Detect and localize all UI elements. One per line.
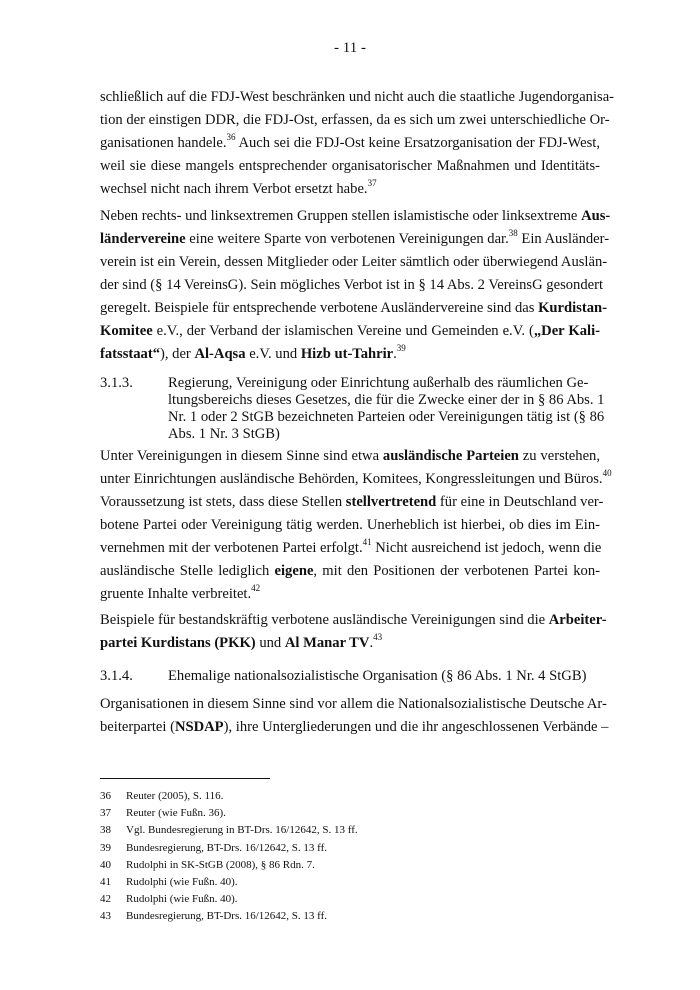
footnote-ref[interactable]: 41 xyxy=(362,537,372,548)
text-line: ländervereine eine weitere Sparte von verbotenen Vereinigungen dar.$^{38}$ Ein Ausländer- xyxy=(100,228,610,247)
footnote-ref[interactable]: 37 xyxy=(367,178,377,189)
footnote-ref[interactable]: 39 xyxy=(396,343,406,354)
footnote-separator xyxy=(100,778,270,779)
text-line: gruente Inhalte verbreitet.$^{42}$ xyxy=(100,583,261,602)
footnote: 37 Reuter (wie Fußn. 36). xyxy=(100,807,226,820)
text-line: Voraussetzung ist stets, dass diese Stellen stellvertretend für eine in Deutschland ver- xyxy=(100,494,604,510)
paragraph-auslaendervereine xyxy=(100,205,611,366)
footnote: 43 Bundesregierung, BT-Drs. 16/12642, S. 13 ff. xyxy=(100,910,328,923)
text-line: beiterpartei (NSDAP), ihre Untergliederungen und die ihr angeschlossenen Verbände – xyxy=(100,719,609,735)
text-line: Neben rechts- und linksextremen Gruppen stellen islamistische oder linksextreme Aus- xyxy=(100,208,611,224)
text-line: ausländische Stelle lediglich eigene, mit den Positionen der verbotenen Partei kon- xyxy=(100,563,600,579)
paragraph-beispiele xyxy=(100,609,607,655)
text-line: geregelt. Beispiele für entsprechende verbotene Ausländervereine sind das Kurdistan- xyxy=(100,300,607,316)
section-number: 3.1.4. xyxy=(100,668,133,684)
paragraph-fdj xyxy=(100,86,615,201)
page-number: - 11 - xyxy=(334,40,366,56)
text-line: weil sie diese mangels entsprechender organisatorischer Maßnahmen und Identitäts- xyxy=(100,158,600,174)
text-line: ganisationen handele.$^{36}$ Auch sei die FDJ-Ost keine Ersatzorganisation der FDJ-West, xyxy=(100,132,600,151)
paragraph-nsdap xyxy=(100,693,609,739)
text-line: Beispiele für bestandskräftig verbotene ausländische Vereinigungen sind die Arbeiter- xyxy=(100,612,607,628)
text-line: Unter Vereinigungen in diesem Sinne sind etwa ausländische Parteien zu verstehen, xyxy=(100,448,600,464)
text-line: Organisationen in diesem Sinne sind vor allem die Nationalsozialistische Deutsche Ar- xyxy=(100,696,607,712)
footnote-ref[interactable]: 36 xyxy=(226,132,236,143)
footnote: 38 Vgl. Bundesregierung in BT-Drs. 16/12642, S. 13 ff. xyxy=(100,824,358,837)
text-line: Komitee e.V., der Verband der islamischen Vereine und Gemeinden e.V. („Der Kali- xyxy=(100,323,600,339)
footnote: 36 Reuter (2005), S. 116. xyxy=(100,790,224,802)
footnote: 40 Rudolphi in SK-StGB (2008), § 86 Rdn. 7. xyxy=(100,858,315,871)
text-line: tion der einstigen DDR, die FDJ-Ost, erfassen, da es sich um zwei unterschiedliche Or- xyxy=(100,112,610,128)
footnotes-list xyxy=(100,788,600,926)
footnote-ref[interactable]: 38 xyxy=(508,228,518,239)
text-line: botene Partei oder Vereinigung tätig werden. Unerheblich ist hierbei, ob dies im Ein- xyxy=(100,517,600,533)
text-line: schließlich auf die FDJ-West beschränken und nicht auch die staatliche Jugendorganisa- xyxy=(100,89,615,105)
paragraph-auslaendische-parteien xyxy=(100,445,612,606)
text-line: unter Einrichtungen ausländische Behörden, Komitees, Kongressleitungen und Büros.$^{40}$ xyxy=(100,468,612,487)
footnote-ref[interactable]: 40 xyxy=(602,468,612,479)
text-line: verein ist ein Verein, dessen Mitglieder oder Leiter sämtlich oder überwiegend Auslän- xyxy=(100,254,608,270)
footnote-ref[interactable]: 42 xyxy=(251,583,261,594)
section-heading-3-1-4 xyxy=(100,668,600,688)
text-line: der sind (§ 14 VereinsG). Sein mögliches Verbot ist in § 14 Abs. 2 VereinsG gesondert xyxy=(100,277,604,293)
section-title: Ehemalige nationalsozialistische Organisation (§ 86 Abs. 1 Nr. 4 StGB) xyxy=(168,668,587,684)
section-heading-3-1-3 xyxy=(100,375,605,445)
text-line: vernehmen mit der verbotenen Partei erfolgt.$^{41}$ Nicht ausreichend ist jedoch, wenn die xyxy=(100,537,602,556)
footnote: 41 Rudolphi (wie Fußn. 40). xyxy=(100,875,238,888)
section-number: 3.1.3. xyxy=(100,375,133,391)
footnote: 39 Bundesregierung, BT-Drs. 16/12642, S. 13 ff. xyxy=(100,841,328,854)
footnote: 42 Rudolphi (wie Fußn. 40). xyxy=(100,893,238,906)
text-line: wechsel nicht nach ihrem Verbot ersetzt habe.$^{37}$ xyxy=(100,178,377,197)
section-title: Regierung, Vereinigung oder Einrichtung außerhalb des räumlichen Ge- ltungsbereichs dieses Gesetzes, die für die Zwecke einer der in § 86 Abs. 1 Nr. 1 oder 2 StGB bezeichneten Parteien oder Vereinigungen tätig ist (§ 86 Abs. 1 Nr. 3 StGB) xyxy=(168,375,605,442)
text-line: fatsstaat“), der Al-Aqsa e.V. und Hizb ut-Tahrir.$^{39}$ xyxy=(100,343,406,362)
footnote-ref[interactable]: 43 xyxy=(373,632,383,643)
text-line: partei Kurdistans (PKK) und Al Manar TV.$^{43}$ xyxy=(100,632,383,651)
